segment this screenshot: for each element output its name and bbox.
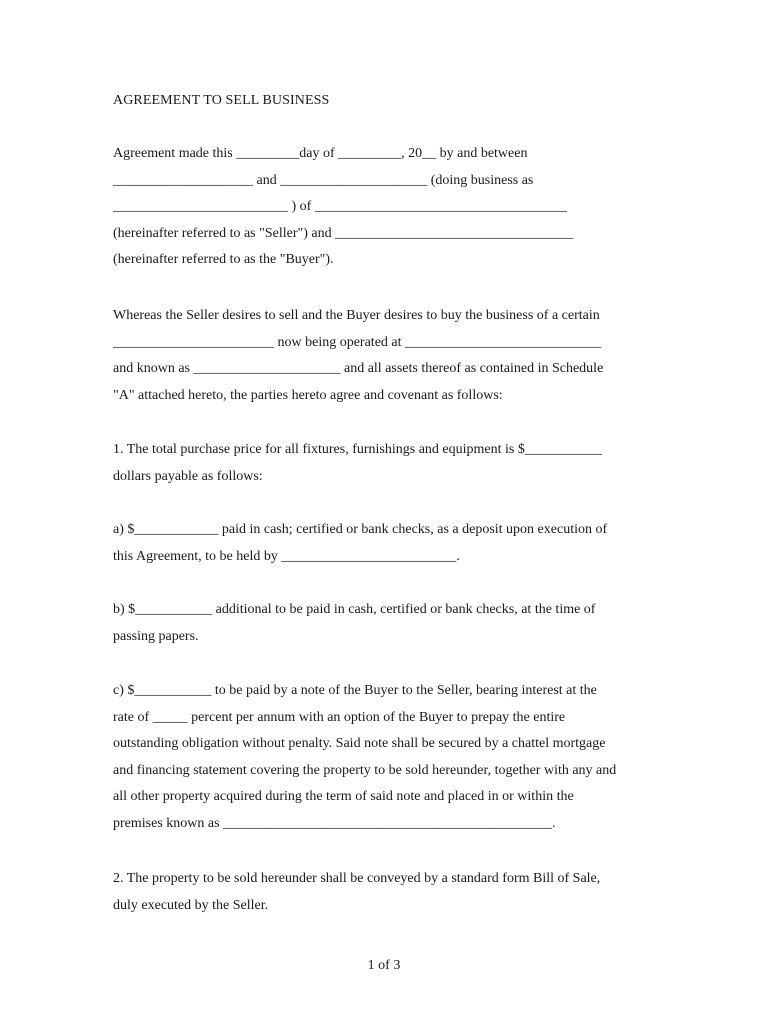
text-line: and financing statement covering the property to be sold hereunder, together with any and	[113, 762, 617, 778]
text-line: a) $____________ paid in cash; certified or bank checks, as a deposit upon execution of	[113, 522, 608, 537]
page-number: 1 of 3	[367, 958, 401, 973]
text-line: _______________________ now being operated at ____________________________	[113, 334, 602, 350]
text-line: Agreement made this _________day of _________, 20__ by and between	[113, 146, 528, 161]
paragraph-whereas	[113, 303, 603, 409]
text-line: _________________________ ) of ____________________________________	[113, 199, 567, 215]
text-line: (hereinafter referred to as the "Buyer").	[113, 252, 334, 268]
document-title: AGREEMENT TO SELL BUSINESS	[113, 93, 330, 108]
text-line: 2. The property to be sold hereunder shall be conveyed by a standard form Bill of Sale,	[113, 871, 601, 886]
paragraph-clause-2	[113, 866, 600, 919]
paragraph-clause-a	[113, 517, 607, 570]
text-line: premises known as _______________________________________________.	[113, 815, 556, 831]
text-line: dollars payable as follows:	[113, 468, 263, 484]
paragraph-clause-c	[113, 678, 616, 838]
text-line: and known as _____________________ and all assets thereof as contained in Schedule	[113, 361, 604, 377]
text-line: rate of _____ percent per annum with an option of the Buyer to prepay the entire	[113, 709, 566, 725]
text-line: this Agreement, to be held by _________________________.	[113, 548, 460, 564]
text-line: all other property acquired during the term of said note and placed in or within the	[113, 789, 574, 805]
text-line: passing papers.	[113, 628, 199, 644]
text-line: ____________________ and _____________________ (doing business as	[113, 172, 534, 188]
text-line: duly executed by the Seller.	[113, 897, 269, 913]
text-line: (hereinafter referred to as "Seller") and __________________________________	[113, 225, 574, 241]
text-line: "A" attached hereto, the parties hereto agree and covenant as follows:	[113, 387, 503, 403]
paragraph-clause-1	[113, 437, 602, 490]
paragraph-clause-b	[113, 597, 595, 650]
text-line: Whereas the Seller desires to sell and the Buyer desires to buy the business of a certain	[113, 308, 600, 323]
text-line: outstanding obligation without penalty. Said note shall be secured by a chattel mortgage	[113, 736, 606, 752]
text-line: c) $___________ to be paid by a note of the Buyer to the Seller, bearing interest at the	[113, 683, 597, 698]
text-line: 1. The total purchase price for all fixtures, furnishings and equipment is $___________	[113, 442, 602, 457]
paragraph-intro	[113, 141, 573, 274]
text-line: b) $___________ additional to be paid in cash, certified or bank checks, at the time of	[113, 602, 596, 617]
